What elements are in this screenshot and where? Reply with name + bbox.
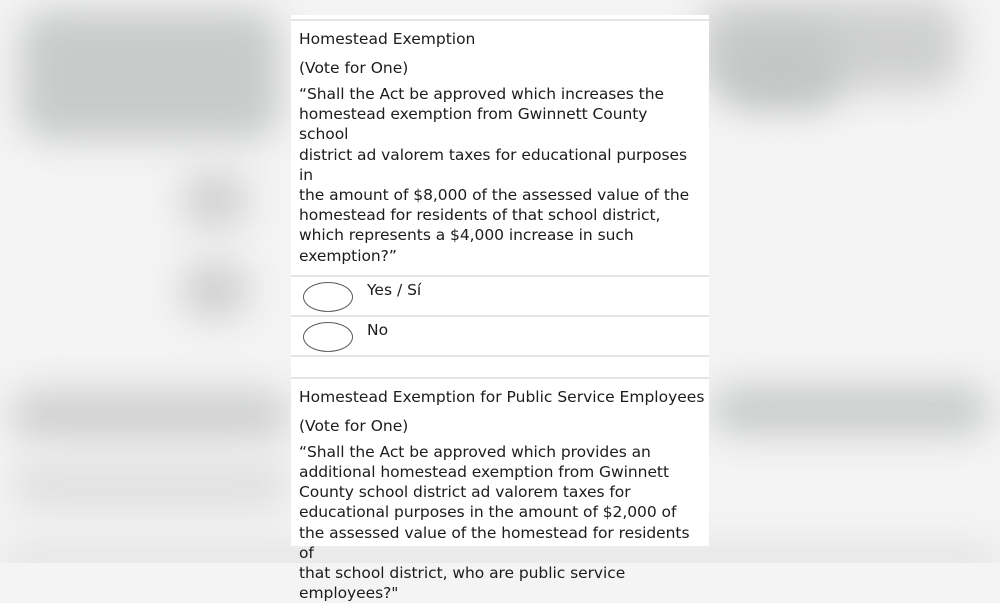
ballot-measure-public-service-employees — [291, 379, 709, 603]
vote-oval-no[interactable] — [303, 322, 353, 352]
background-blur-shape — [720, 30, 840, 110]
question-line: the amount of $8,000 of the assessed value of the — [299, 186, 690, 205]
question-line: the assessed value of the homestead for residents of — [299, 523, 690, 562]
question-line: “Shall the Act be approved which provides an — [299, 442, 651, 461]
measure-title: Homestead Exemption — [299, 30, 476, 48]
ballot-panel — [291, 15, 709, 603]
option-label-yes: Yes / Sí — [367, 280, 422, 299]
section-gap — [291, 357, 709, 377]
question-line: exemption?” — [299, 246, 397, 265]
question-line: homestead for residents of that school district, — [299, 206, 661, 225]
question-line: additional homestead exemption from Gwinnett — [299, 463, 669, 482]
option-yes[interactable] — [291, 277, 709, 315]
question-line: County school district ad valorem taxes for — [299, 483, 631, 502]
question-line: “Shall the Act be approved which increases the — [299, 85, 664, 103]
background-blur-shape — [710, 385, 990, 435]
background-blur-shape — [180, 260, 250, 320]
option-label-no: No — [367, 320, 389, 339]
question-line: employees?" — [299, 584, 399, 603]
question-line: educational purposes in the amount of $2,000 of — [299, 503, 677, 522]
option-no[interactable] — [291, 317, 709, 355]
background-blur-shape — [10, 390, 290, 440]
measure-question — [291, 81, 709, 266]
vote-instruction: (Vote for One) — [299, 59, 409, 77]
ballot-measure-homestead-exemption — [291, 21, 709, 357]
vote-instruction: (Vote for One) — [299, 416, 409, 435]
divider — [291, 355, 709, 357]
background-blur-shape — [180, 170, 250, 230]
question-line: that school district, who are public service — [299, 564, 626, 583]
question-line: which represents a $4,000 increase in such — [299, 226, 634, 245]
background-blur-shape — [10, 460, 290, 510]
question-line: homestead exemption from Gwinnett County school — [299, 105, 648, 144]
vote-oval-yes[interactable] — [303, 282, 353, 312]
question-line: district ad valorem taxes for educational purposes in — [299, 145, 688, 184]
measure-title: Homestead Exemption for Public Service Employees — [299, 387, 705, 406]
background-blur-shape — [20, 10, 280, 140]
measure-question — [291, 439, 709, 603]
